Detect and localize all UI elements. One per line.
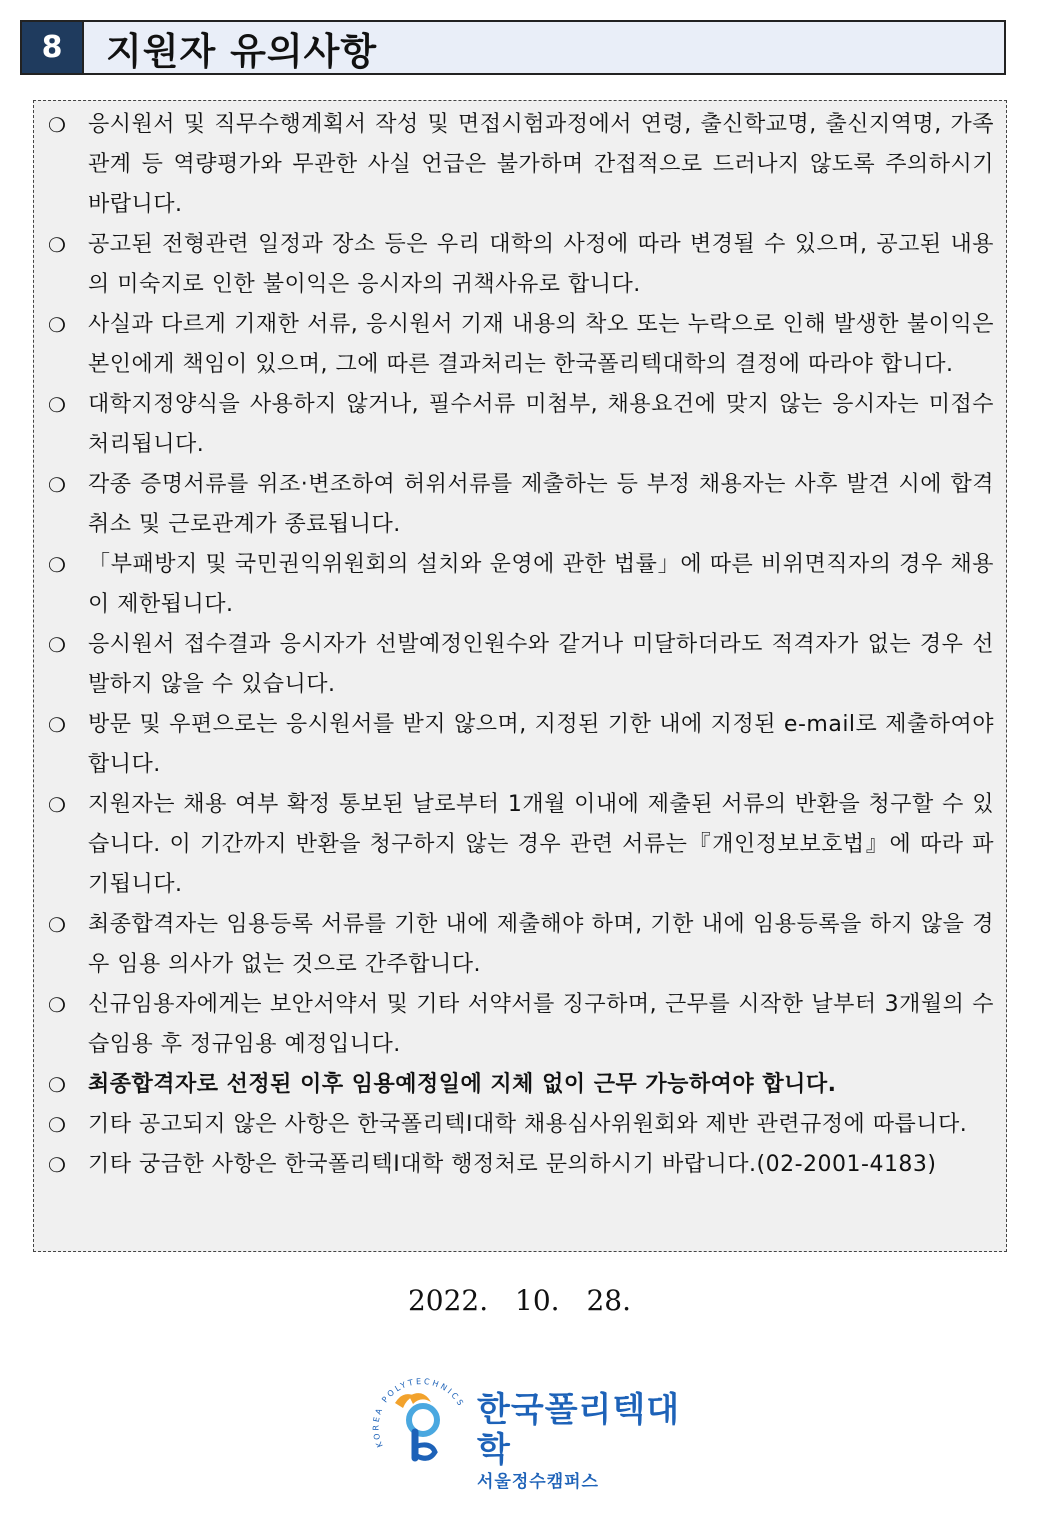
notice-item	[46, 465, 994, 545]
notice-box	[33, 100, 1007, 1252]
notice-item-text: 신규임용자에게는 보안서약서 및 기타 서약서를 징구하며, 근무를 시작한 날부터 3개월의 수습임용 후 정규임용 예정입니다.	[88, 992, 994, 1057]
bullet-circle-icon: ❍	[48, 1153, 67, 1177]
bullet-circle-icon: ❍	[48, 793, 67, 817]
notice-item-text: 기타 궁금한 사항은 한국폴리텍Ⅰ대학 행정처로 문의하시기 바랍니다.(02-2001-4183)	[88, 1152, 937, 1177]
notice-item	[46, 1145, 994, 1185]
notice-item	[46, 985, 994, 1065]
bullet-circle-icon: ❍	[48, 913, 67, 937]
logo-title: 한국폴리텍대학	[477, 1390, 681, 1470]
bullet-circle-icon: ❍	[48, 713, 67, 737]
bullet-circle-icon: ❍	[48, 473, 67, 497]
bullet-circle-icon: ❍	[48, 633, 67, 657]
notice-item-text: 최종합격자는 임용등록 서류를 기한 내에 제출해야 하며, 기한 내에 임용등록을 하지 않을 경우 임용 의사가 없는 것으로 간주합니다.	[88, 912, 994, 977]
bullet-circle-icon: ❍	[48, 393, 67, 417]
notice-item	[46, 385, 994, 465]
notice-item	[46, 305, 994, 385]
document-date: 2022. 10. 28.	[407, 1284, 632, 1317]
bullet-circle-icon: ❍	[48, 113, 67, 137]
notice-item-text: 응시원서 접수결과 응시자가 선발예정인원수와 같거나 미달하더라도 적격자가 없는 경우 선발하지 않을 수 있습니다.	[88, 632, 994, 697]
emblem-ring-text: KOREA POLYTECHNICS	[371, 1376, 467, 1449]
notice-item-text: 사실과 다르게 기재한 서류, 응시원서 기재 내용의 착오 또는 누락으로 인해 발생한 불이익은 본인에게 책임이 있으며, 그에 따른 결과처리는 한국폴리텍대학의 결정에 따라야 합니다.	[88, 312, 994, 377]
bullet-circle-icon: ❍	[48, 993, 67, 1017]
bullet-circle-icon: ❍	[48, 553, 67, 577]
bullet-circle-icon: ❍	[48, 1113, 67, 1137]
notice-item-text: 최종합격자로 선정된 이후 임용예정일에 지체 없이 근무 가능하여야 합니다.	[88, 1072, 837, 1097]
notice-item	[46, 785, 994, 905]
notice-item-text: 기타 공고되지 않은 사항은 한국폴리텍Ⅰ대학 채용심사위원회와 제반 관련규정에 따릅니다.	[88, 1112, 968, 1137]
section-header	[20, 20, 1006, 75]
logo-text	[477, 1390, 685, 1494]
notice-item	[46, 1105, 994, 1145]
notice-item	[46, 545, 994, 625]
bullet-circle-icon: ❍	[48, 313, 67, 337]
university-logo	[365, 1368, 685, 1492]
notice-item-text: 각종 증명서류를 위조·변조하여 허위서류를 제출하는 등 부정 채용자는 사후 발견 시에 합격취소 및 근로관계가 종료됩니다.	[88, 472, 994, 537]
bullet-circle-icon: ❍	[48, 233, 67, 257]
notice-item-text: 지원자는 채용 여부 확정 통보된 날로부터 1개월 이내에 제출된 서류의 반환을 청구할 수 있습니다. 이 기간까지 반환을 청구하지 않는 경우 관련 서류는『개인정보보호법』에 따라 파기됩니다.	[88, 792, 994, 897]
notice-item	[46, 105, 994, 225]
notice-item	[46, 905, 994, 985]
section-title: 지원자 유의사항	[106, 29, 378, 73]
logo-subtitle: 서울정수캠퍼스	[477, 1472, 599, 1492]
notice-item-text: 응시원서 및 직무수행계획서 작성 및 면접시험과정에서 연령, 출신학교명, 출신지역명, 가족관계 등 역량평가와 무관한 사실 언급은 불가하며 간접적으로 드러나지 않도록 주의하시기 바랍니다.	[88, 112, 994, 217]
notice-item	[46, 225, 994, 305]
notice-item-text: 대학지정양식을 사용하지 않거나, 필수서류 미첨부, 채용요건에 맞지 않는 응시자는 미접수 처리됩니다.	[88, 392, 994, 457]
notice-item-text: 방문 및 우편으로는 응시원서를 받지 않으며, 지정된 기한 내에 지정된 e-mail로 제출하여야 합니다.	[88, 712, 994, 777]
notice-item-text: 「부패방지 및 국민권익위원회의 설치와 운영에 관한 법률」에 따른 비위면직자의 경우 채용이 제한됩니다.	[88, 552, 994, 617]
notice-item-text: 공고된 전형관련 일정과 장소 등은 우리 대학의 사정에 따라 변경될 수 있으며, 공고된 내용의 미숙지로 인한 불이익은 응시자의 귀책사유로 합니다.	[88, 232, 994, 297]
notice-item	[46, 625, 994, 705]
section-number: 8	[22, 22, 84, 73]
polytechnics-emblem-icon	[365, 1368, 475, 1468]
notice-item	[46, 705, 994, 785]
bullet-circle-icon: ❍	[48, 1073, 67, 1097]
notice-item	[46, 1065, 994, 1105]
